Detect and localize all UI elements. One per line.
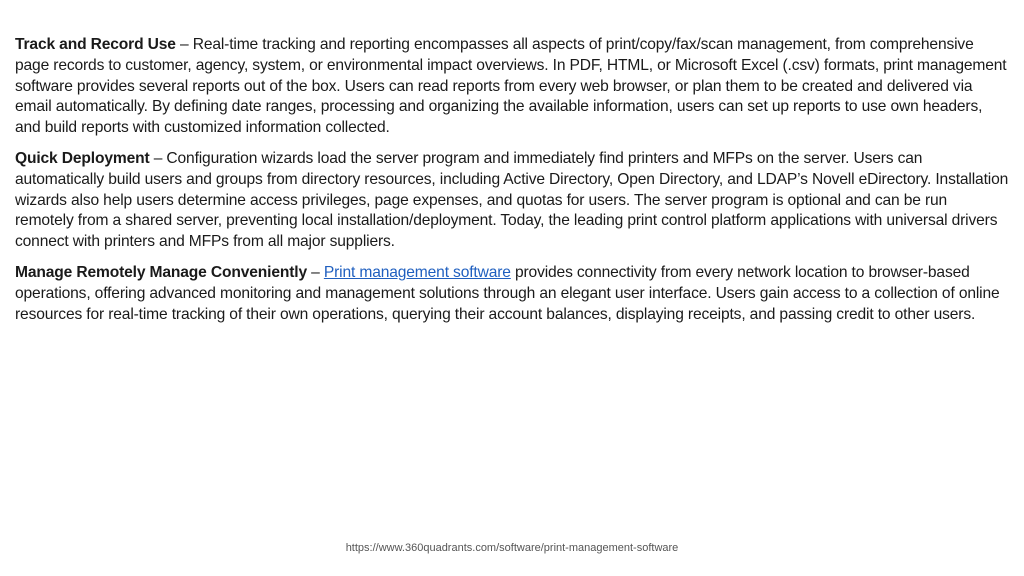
paragraph-body: Configuration wizards load the server program and immediately find printers and MFPs on the server. Users can automatically build users and groups from directory resources, including Active Directory, Open Directory, and LDAP’s Novell eDirectory. Installation wizards also help users determine access privileges, page expenses, and quotas for users. The server program is optional and can be run remotely from a shared server, preventing local installation/deployment. Today, the leading print control platform applications with universal drivers connect with printers and MFPs from all major suppliers. bbox=[15, 149, 1009, 251]
slide-content bbox=[15, 35, 1009, 335]
paragraph-heading: Track and Record Use bbox=[15, 36, 176, 53]
paragraph-track-and-record-use bbox=[15, 35, 1009, 139]
paragraph-body: provides connectivity from every network location to browser-based operations, offering advanced monitoring and management solutions through an elegant user interface. Users gain access to a collection of online resources for real-time tracking of their own operations, querying their account balances, displaying receipts, and passing credit to other users. bbox=[15, 263, 1000, 323]
dash-separator: – bbox=[306, 263, 324, 281]
paragraph-heading: Quick Deployment bbox=[15, 149, 150, 167]
print-management-software-link[interactable]: Print management software bbox=[323, 263, 511, 281]
dash-separator: – bbox=[175, 36, 193, 53]
paragraph-body: Real-time tracking and reporting encompasses all aspects of print/copy/fax/scan management, from comprehensive page records to customer, agency, system, or environmental impact overviews. In PDF, HTML, or Microsoft Excel (.csv) formats, print management software provides several reports out of the box. Users can read reports from every web browser, or plan them to be created and delivered via email automatically. By defining date ranges, processing and organizing the available information, users can set up reports to use own headers, and build reports with customized information collected. bbox=[15, 36, 1007, 137]
dash-separator: – bbox=[149, 149, 167, 167]
footer-source-url: https://www.360quadrants.com/software/print-management-software bbox=[345, 542, 679, 554]
paragraph-quick-deployment bbox=[15, 149, 1009, 253]
paragraph-heading: Manage Remotely Manage Conveniently bbox=[15, 263, 307, 281]
paragraph-manage-remotely bbox=[15, 263, 1009, 325]
